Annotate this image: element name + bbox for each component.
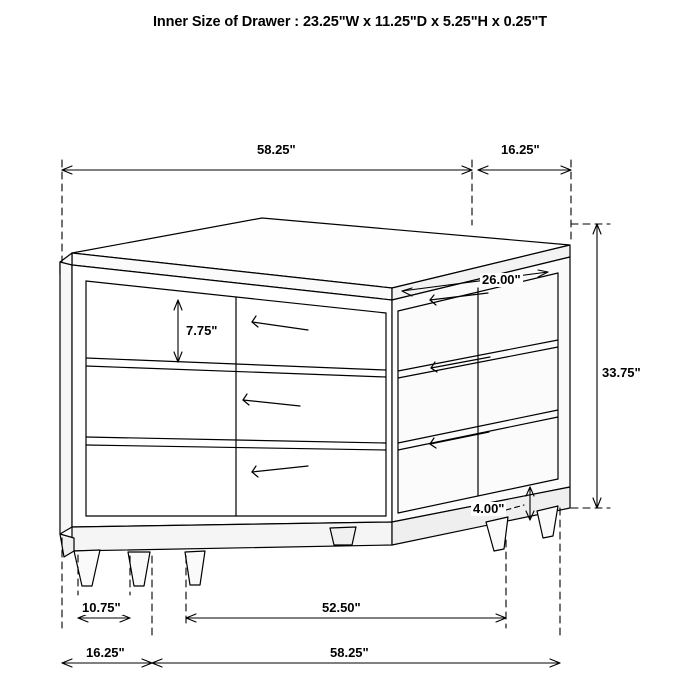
dimension-label-height-7-75: 7.75" xyxy=(186,323,218,338)
dimension-label-width-26-00: 26.00" xyxy=(482,272,521,287)
dimension-label-height-33-75: 33.75" xyxy=(602,365,641,380)
dimension-label-width-58-25-top: 58.25" xyxy=(257,142,296,157)
dimension-label-width-52-50: 52.50" xyxy=(322,600,361,615)
dimension-label-width-16-25-bottom: 16.25" xyxy=(86,645,125,660)
dimension-label-width-16-25-top: 16.25" xyxy=(501,142,540,157)
page-title: Inner Size of Drawer : 23.25"W x 11.25"D x 5.25"H x 0.25"T xyxy=(152,14,548,30)
dimension-label-width-10-75: 10.75" xyxy=(82,600,121,615)
dimension-label-width-58-25-bottom: 58.25" xyxy=(330,645,369,660)
dimension-label-height-4-00: 4.00" xyxy=(473,501,505,516)
